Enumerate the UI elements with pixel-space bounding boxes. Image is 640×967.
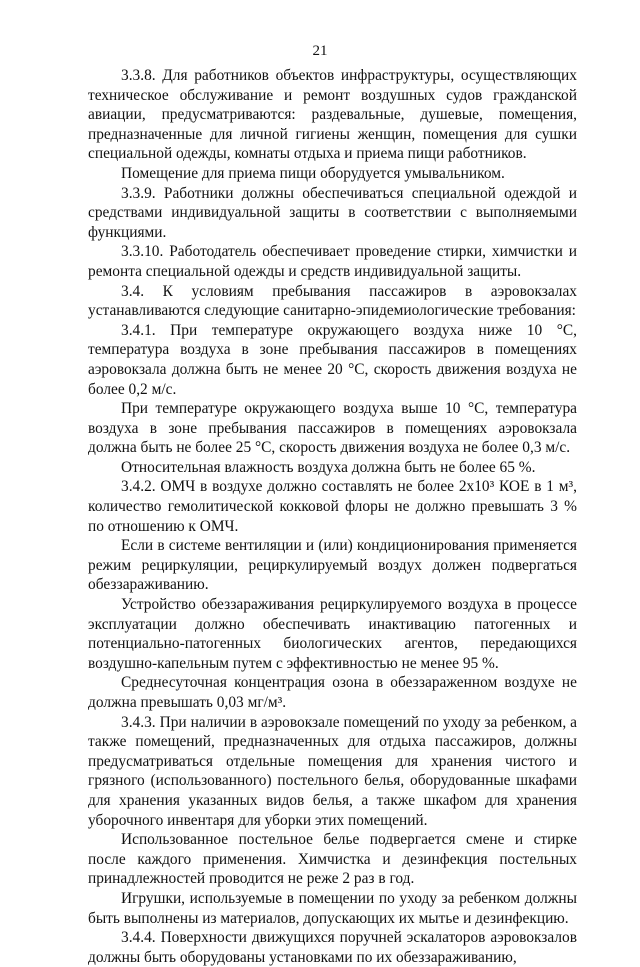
paragraph-3-3-10: 3.3.10. Работодатель обеспечивает проведение стирки, химчистки и ремонта специальной одежды и средств индивидуальной защиты.	[88, 243, 577, 280]
paragraph-relative-humidity: Относительная влажность воздуха должна быть не более 65 %.	[121, 458, 536, 476]
paragraph-3-3-9: 3.3.9. Работники должны обеспечиваться специальной одеждой и средствами индивидуальной защиты в соответствии с выполняемыми функциями.	[88, 184, 577, 241]
paragraph-meal-room-washbasin: Помещение для приема пищи оборудуется умывальником.	[121, 164, 505, 182]
paragraph-toys: Игрушки, используемые в помещении по уходу за ребенком должны быть выполнены из материалов, допускающих их мытье и дезинфекцию.	[88, 889, 577, 927]
paragraph-ozone-concentration: Среднесуточная концентрация озона в обеззараженном воздухе не должна превышать 0,03 мг/м³.	[88, 674, 577, 711]
page-number: 21	[312, 43, 328, 59]
paragraph-temperature-above-10: При температуре окружающего воздуха выше 10 °С, температура воздуха в зоне пребывания пассажиров в помещениях аэровокзала должна быть не более 25 °С, скорость движения воздуха не более 0,3 м/с.	[88, 400, 577, 457]
paragraph-used-bed-linen: Использованное постельное белье подвергается смене и стирке после каждого применения. Химчистка и дезинфекция постельных принадлежностей проводится не реже 2 раз в год.	[88, 831, 577, 888]
paragraph-recirculation: Если в системе вентиляции и (или) кондиционирования применяется режим рециркуляции, рециркулируемый воздух должен подвергаться обеззараживанию.	[88, 537, 577, 594]
paragraph-3-4: 3.4. К условиям пребывания пассажиров в аэровокзалах устанавливаются следующие санитарно-эпидемиологические требования:	[88, 282, 577, 320]
paragraph-disinfection-device: Устройство обеззараживания рециркулируемого воздуха в процессе эксплуатации должно обеспечивать инактивацию патогенных и потенциально-патогенных биологических агентов, передающихся воздушно-капельным путем с эффективностью не менее 95 %.	[88, 596, 577, 672]
document-body	[88, 66, 577, 967]
paragraph-3-4-3: 3.4.3. При наличии в аэровокзале помещений по уходу за ребенком, а также помещений, предназначенных для отдыха пассажиров, должны предусматриваться отдельные помещения для хранения чистого и грязного (использованного) постельного белья, оборудованные шкафами для хранения указанных видов белья, а также шкафом для хранения уборочного инвентаря для уборки этих помещений.	[88, 713, 577, 829]
paragraph-3-4-2: 3.4.2. ОМЧ в воздухе должно составлять не более 2х10³ КОЕ в 1 м³, количество гемолитической кокковой флоры не должно превышать 3 % по отношению к ОМЧ.	[88, 478, 577, 535]
paragraph-3-4-1: 3.4.1. При температуре окружающего воздуха ниже 10 °С, температура воздуха в зоне пребывания пассажиров в помещениях аэровокзала должна быть не менее 20 °С, скорость движения воздуха не более 0,2 м/с.	[88, 321, 577, 398]
paragraph-3-4-4: 3.4.4. Поверхности движущихся поручней эскалаторов аэровокзалов должны быть оборудованы установками по их обеззараживанию,	[88, 929, 577, 966]
paragraph-3-3-8: 3.3.8. Для работников объектов инфраструктуры, осуществляющих техническое обслуживание и ремонт воздушных судов гражданской авиации, предусматриваются: раздевальные, душевые, помещения, предназначенные для личной гигиены женщин, помещения для сушки специальной одежды, комнаты отдыха и приема пищи работников.	[88, 67, 577, 163]
